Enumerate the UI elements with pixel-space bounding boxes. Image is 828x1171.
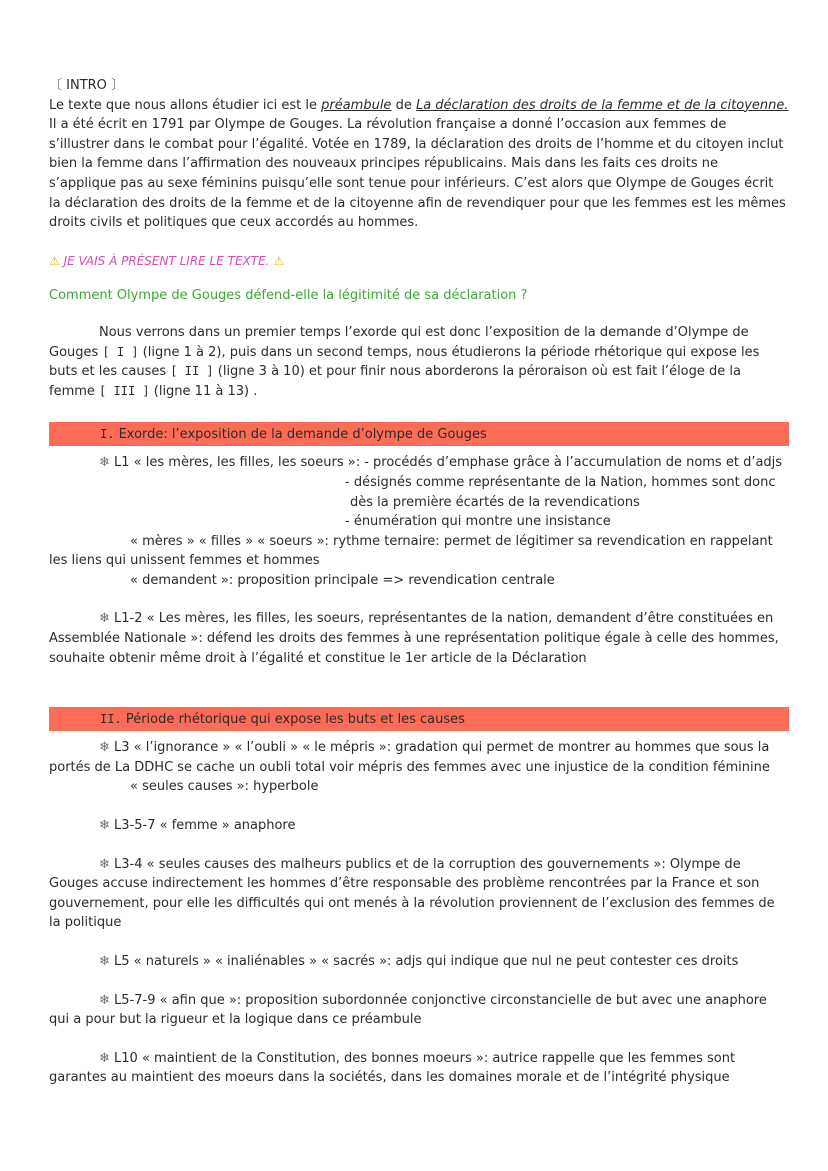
intro-heading: 〔 INTRO 〕 bbox=[49, 78, 125, 93]
note-l10 bbox=[49, 1049, 789, 1088]
note-l1 bbox=[49, 453, 789, 473]
section-1-heading bbox=[49, 422, 789, 446]
snowflake-icon: ❄ bbox=[99, 1050, 110, 1066]
snowflake-icon: ❄ bbox=[99, 856, 110, 872]
snowflake-icon: ❄ bbox=[99, 455, 110, 471]
plan-text: (ligne 1 à 2), puis dans un second temps, nous étudierons la période rhétorique qui expose les buts et les causes bbox=[49, 344, 760, 380]
plan-paragraph bbox=[49, 323, 789, 401]
note-l3-4 bbox=[49, 855, 789, 933]
snowflake-icon: ❄ bbox=[99, 611, 110, 627]
note-l1-verb: « demandent »: proposition principale => revendication centrale bbox=[130, 572, 555, 588]
intro-paragraph bbox=[49, 96, 789, 233]
note-text: L10 « maintient de la Constitution, des bonnes moeurs »: autrice rappelle que les femmes sont garantes au maintient des moeurs dans la sociétés, dans les domaines morale et de l’intégrité physique bbox=[49, 1050, 736, 1086]
note-text: L5-7-9 « afin que »: proposition subordonnée conjonctive circonstancielle de but avec une anaphore qui a pour but la rigueur et la logique dans ce préambule bbox=[49, 992, 767, 1028]
note-l1-point: - énumération qui montre une insistance bbox=[345, 514, 611, 530]
note-text: L1 « les mères, les filles, les soeurs »: - procédés d’emphase grâce à l’accumulation de noms et d’adjs bbox=[109, 455, 783, 471]
plan-text: Nous verrons dans un premier temps l’exorde qui est donc l’exposition de la demande d’Olympe de Gouges bbox=[49, 324, 749, 360]
plan-text: (ligne 11 à 13) . bbox=[149, 383, 258, 399]
intro-text: Le texte que nous allons étudier ici est le bbox=[49, 97, 322, 113]
note-text: L5 « naturels » « inaliénables » « sacrés »: adjs qui indique que nul ne peut contester ces droits bbox=[109, 954, 739, 969]
warning-icon: ⚠ bbox=[273, 253, 285, 268]
reading-warning bbox=[49, 252, 789, 272]
part-number: [ II ] bbox=[170, 364, 214, 379]
section-number: I. bbox=[100, 427, 115, 442]
preambule-word: préambule bbox=[321, 97, 392, 113]
part-number: [ I ] bbox=[102, 344, 139, 359]
note-l3 bbox=[49, 738, 789, 777]
section-number: II. bbox=[100, 712, 122, 727]
warning-text: JE VAIS À PRÉSENT LIRE LE TEXTE. bbox=[59, 253, 274, 268]
snowflake-icon: ❄ bbox=[99, 954, 110, 969]
intro-text: de bbox=[391, 97, 416, 113]
note-l1-rhythm: « mères » « filles » « soeurs »: rythme ternaire: permet de légitimer sa revendication en rappelant les liens qui unissent femmes et hommes bbox=[49, 533, 773, 569]
note-text: L1-2 « Les mères, les filles, les soeurs, représentantes de la nation, demandent d’être constituées en Assemblée Nationale »: défend les droits des femmes à une représentation politique égale à celle des hommes, souhaite obtenir même droit à l’égalité et constitue le 1er article de la Déclaration bbox=[49, 611, 779, 666]
note-l1-2 bbox=[49, 609, 789, 668]
note-l5 bbox=[49, 952, 789, 972]
snowflake-icon: ❄ bbox=[99, 740, 110, 756]
warning-icon: ⚠ bbox=[49, 253, 60, 268]
part-number: [ III ] bbox=[99, 383, 150, 398]
document-page bbox=[49, 76, 789, 1088]
note-l3-5-7 bbox=[49, 816, 789, 836]
work-title: La déclaration des droits de la femme et de la citoyenne. bbox=[415, 97, 789, 113]
note-l3-hyperbole: « seules causes »: hyperbole bbox=[130, 779, 319, 795]
note-text: L3-5-7 « femme » anaphore bbox=[109, 818, 296, 834]
section-2-heading bbox=[49, 707, 789, 731]
note-text: L3 « l’ignorance » « l’oubli » « le mépris »: gradation qui permet de montrer au hommes que sous la portés de La DDHC se cache un oubli total voir mépris des femmes avec une injustice de la condition féminine bbox=[49, 740, 770, 775]
snowflake-icon: ❄ bbox=[99, 818, 110, 834]
note-text: L3-4 « seules causes des malheurs publics et de la corruption des gouvernements »: Olympe de Gouges accuse indirectement les hommes d’être responsable des problème rencontrées par la France et son gouvernement, pour elle les difficultés qui ont menés à la révolution proviennent de l’exclusion des femmes de la politique bbox=[49, 856, 775, 931]
plan-text: (ligne 3 à 10) et pour finir nous aborderons la péroraison où est fait l’éloge de la femme bbox=[49, 364, 741, 399]
note-l1-point: - désignés comme représentante de la Nation, hommes sont donc bbox=[345, 474, 776, 490]
intro-body: Il a été écrit en 1791 par Olympe de Gouges. La révolution française a donné l’occasion aux femmes de s’illustrer dans le combat pour l’égalité. Votée en 1789, la déclaration des droits de l’homme et du citoyen inclut bien la femme dans l’affirmation des nouveaux principes républicains. Mais dans les faits ces droits ne s’applique pas au sexe féminins puisqu’elle sont tenue pour inférieurs. C’est alors que Olympe de Gouges écrit la déclaration des droits de la femme et de la citoyenne afin de revendiquer pour que les femmes est les mêmes droits civils et politiques que ceux accordés au hommes. bbox=[49, 117, 786, 231]
snowflake-icon: ❄ bbox=[99, 992, 110, 1008]
section-title: Période rhétorique qui expose les buts et les causes bbox=[121, 712, 465, 728]
note-l1-point: dès la première écartés de la revendications bbox=[350, 494, 640, 510]
note-l5-7-9 bbox=[49, 991, 789, 1030]
section-title: Exorde: l’exposition de la demande d’olympe de Gouges bbox=[114, 427, 487, 443]
problematique: Comment Olympe de Gouges défend-elle la légitimité de sa déclaration ? bbox=[49, 288, 528, 304]
